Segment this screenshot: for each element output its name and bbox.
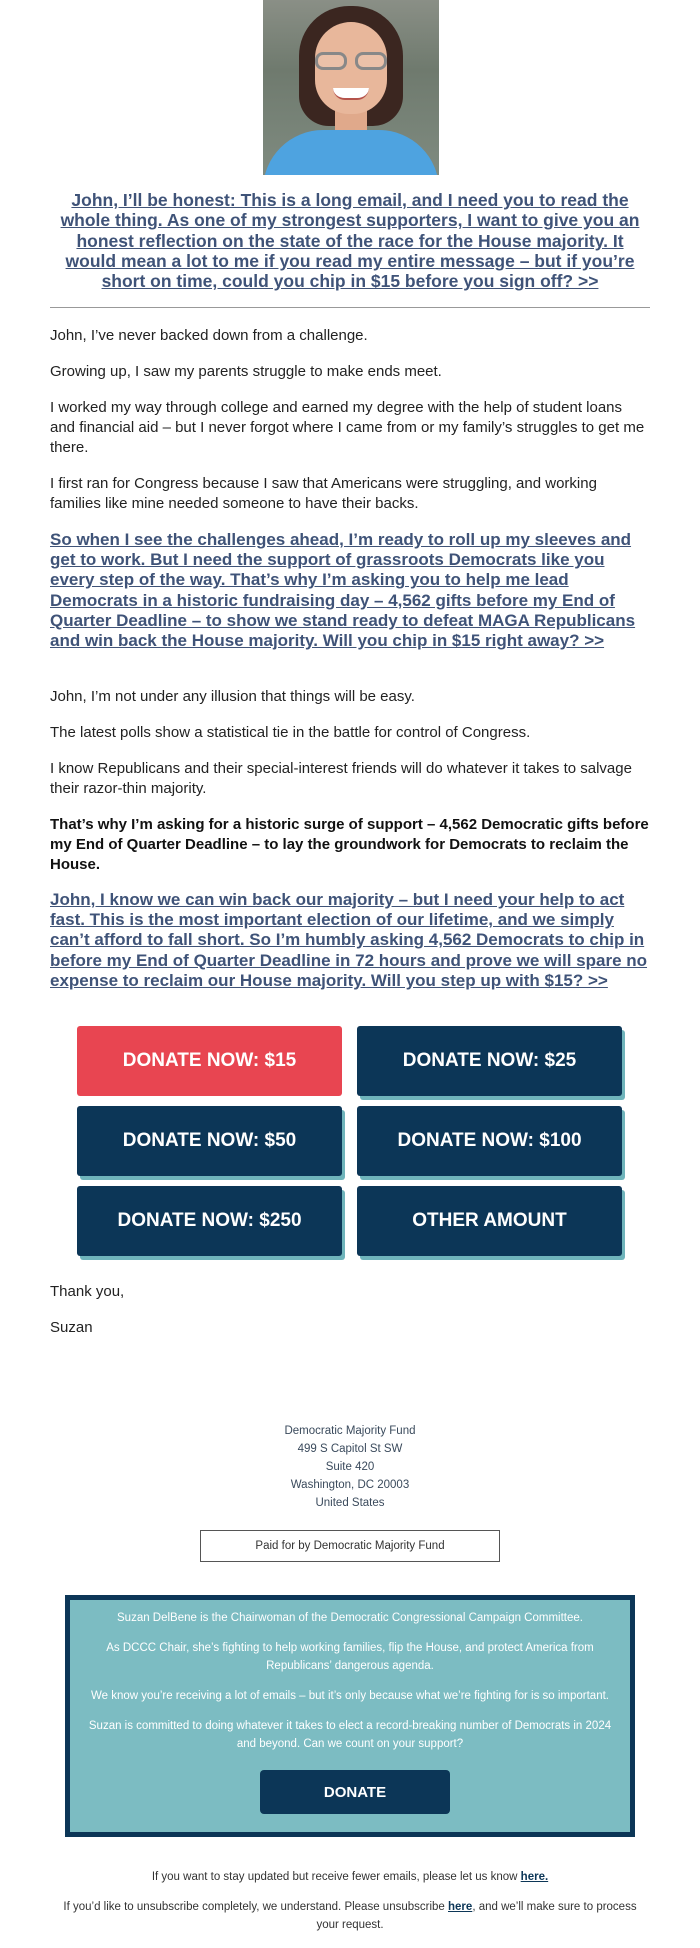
- donate-other-amount-button[interactable]: OTHER AMOUNT: [357, 1186, 622, 1256]
- paragraph-intro: John, I’ve never backed down from a challenge.: [50, 327, 368, 344]
- divider: [50, 307, 650, 308]
- fewer-emails-text: If you want to stay updated but receive fewer emails, please let us know: [151, 1871, 521, 1883]
- photo-shirt: [263, 130, 439, 175]
- donate-25-button[interactable]: DONATE NOW: $25: [357, 1026, 622, 1096]
- unsubscribe-text-end: , and we’ll make sure to process your request.: [316, 1901, 637, 1931]
- photo-glasses: [313, 52, 389, 72]
- paragraph-historic-surge: That’s why I’m asking for a historic surge of support – 4,562 Democratic gifts before my End of Quarter Deadline – to lay the groundwork for Democrats to reclaim the House.: [50, 816, 649, 873]
- paragraph-college: I worked my way through college and earned my degree with the help of student loans and financial aid – but I never forgot where I came from or my family’s struggles to get me there.: [50, 399, 645, 456]
- paragraph-illusion: John, I’m not under any illusion that things will be easy.: [50, 688, 415, 705]
- donate-15-button[interactable]: DONATE NOW: $15: [77, 1026, 342, 1096]
- info-emails: We know you’re receiving a lot of emails – but it’s only because what we’re fighting for is so important.: [91, 1690, 609, 1702]
- lead-donate-link[interactable]: John, I’ll be honest: This is a long email, and I need you to read the whole thing. As one of my strongest supporters, I want to give you an honest reflection on the state of the race for the House majority. It would mean a lot to me if you read my entire message – but if you’re short on time, could you chip in $15 before you sign off? >>: [60, 190, 640, 292]
- donate-50-button[interactable]: DONATE NOW: $50: [77, 1106, 342, 1176]
- info-chair: Suzan DelBene is the Chairwoman of the Democratic Congressional Campaign Committee.: [117, 1612, 583, 1624]
- donate-link-act-fast[interactable]: John, I know we can win back our majority – but I need your help to act fast. This is the most important election of our lifetime, and we simply can’t afford to fall short. So I’m humbly asking 4,562 Democrats to chip in before my End of Quarter Deadline in 72 hours and prove we will spare no expense to reclaim our House majority. Will you step up with $15? >>: [50, 890, 648, 990]
- address-city: Washington, DC 20003: [290, 1479, 410, 1491]
- address-org: Democratic Majority Fund: [284, 1425, 416, 1437]
- unsubscribe-text: If you’d like to unsubscribe completely, we understand. Please unsubscribe: [63, 1901, 449, 1913]
- candidate-photo: [263, 0, 439, 175]
- address-suite: Suite 420: [325, 1461, 375, 1473]
- paragraph-congress: I first ran for Congress because I saw that Americans were struggling, and working families like mine needed someone to have their backs.: [50, 475, 597, 512]
- unsubscribe-link[interactable]: here: [448, 1901, 473, 1913]
- donate-250-button[interactable]: DONATE NOW: $250: [77, 1186, 342, 1256]
- unsubscribe-note: [60, 1898, 640, 1934]
- info-donate-button[interactable]: DONATE: [260, 1770, 450, 1814]
- paragraph-republicans: I know Republicans and their special-interest friends will do whatever it takes to salvage their razor-thin majority.: [50, 760, 632, 797]
- info-fighting: As DCCC Chair, she’s fighting to help working families, flip the House, and protect America from Republicans’ dangerous agenda.: [106, 1642, 594, 1672]
- signoff-thanks: Thank you,: [50, 1283, 125, 1300]
- signoff-name: Suzan: [50, 1319, 93, 1336]
- paid-for-disclaimer: Paid for by Democratic Majority Fund: [200, 1530, 500, 1562]
- donate-link-fundraising-day[interactable]: So when I see the challenges ahead, I’m ready to roll up my sleeves and get to work. But I need the support of grassroots Democrats like you every step of the way. That’s why I’m asking you to help me lead Democrats in a historic fundraising day – 4,562 gifts before my End of Quarter Deadline – to show we stand ready to defeat MAGA Republicans and win back the House majority. Will you chip in $15 right away? >>: [50, 530, 636, 651]
- paragraph-polls: The latest polls show a statistical tie in the battle for control of Congress.: [50, 724, 531, 741]
- paragraph-parents: Growing up, I saw my parents struggle to make ends meet.: [50, 363, 442, 380]
- address-country: United States: [315, 1497, 385, 1509]
- fewer-emails-link[interactable]: here.: [520, 1871, 549, 1883]
- info-committed: Suzan is committed to doing whatever it takes to elect a record-breaking number of Democrats in 2024 and beyond. Can we count on your support?: [88, 1720, 612, 1750]
- chair-info-box: [65, 1595, 635, 1837]
- address-street: 499 S Capitol St SW: [297, 1443, 403, 1455]
- fewer-emails-note: [60, 1868, 640, 1886]
- donate-100-button[interactable]: DONATE NOW: $100: [357, 1106, 622, 1176]
